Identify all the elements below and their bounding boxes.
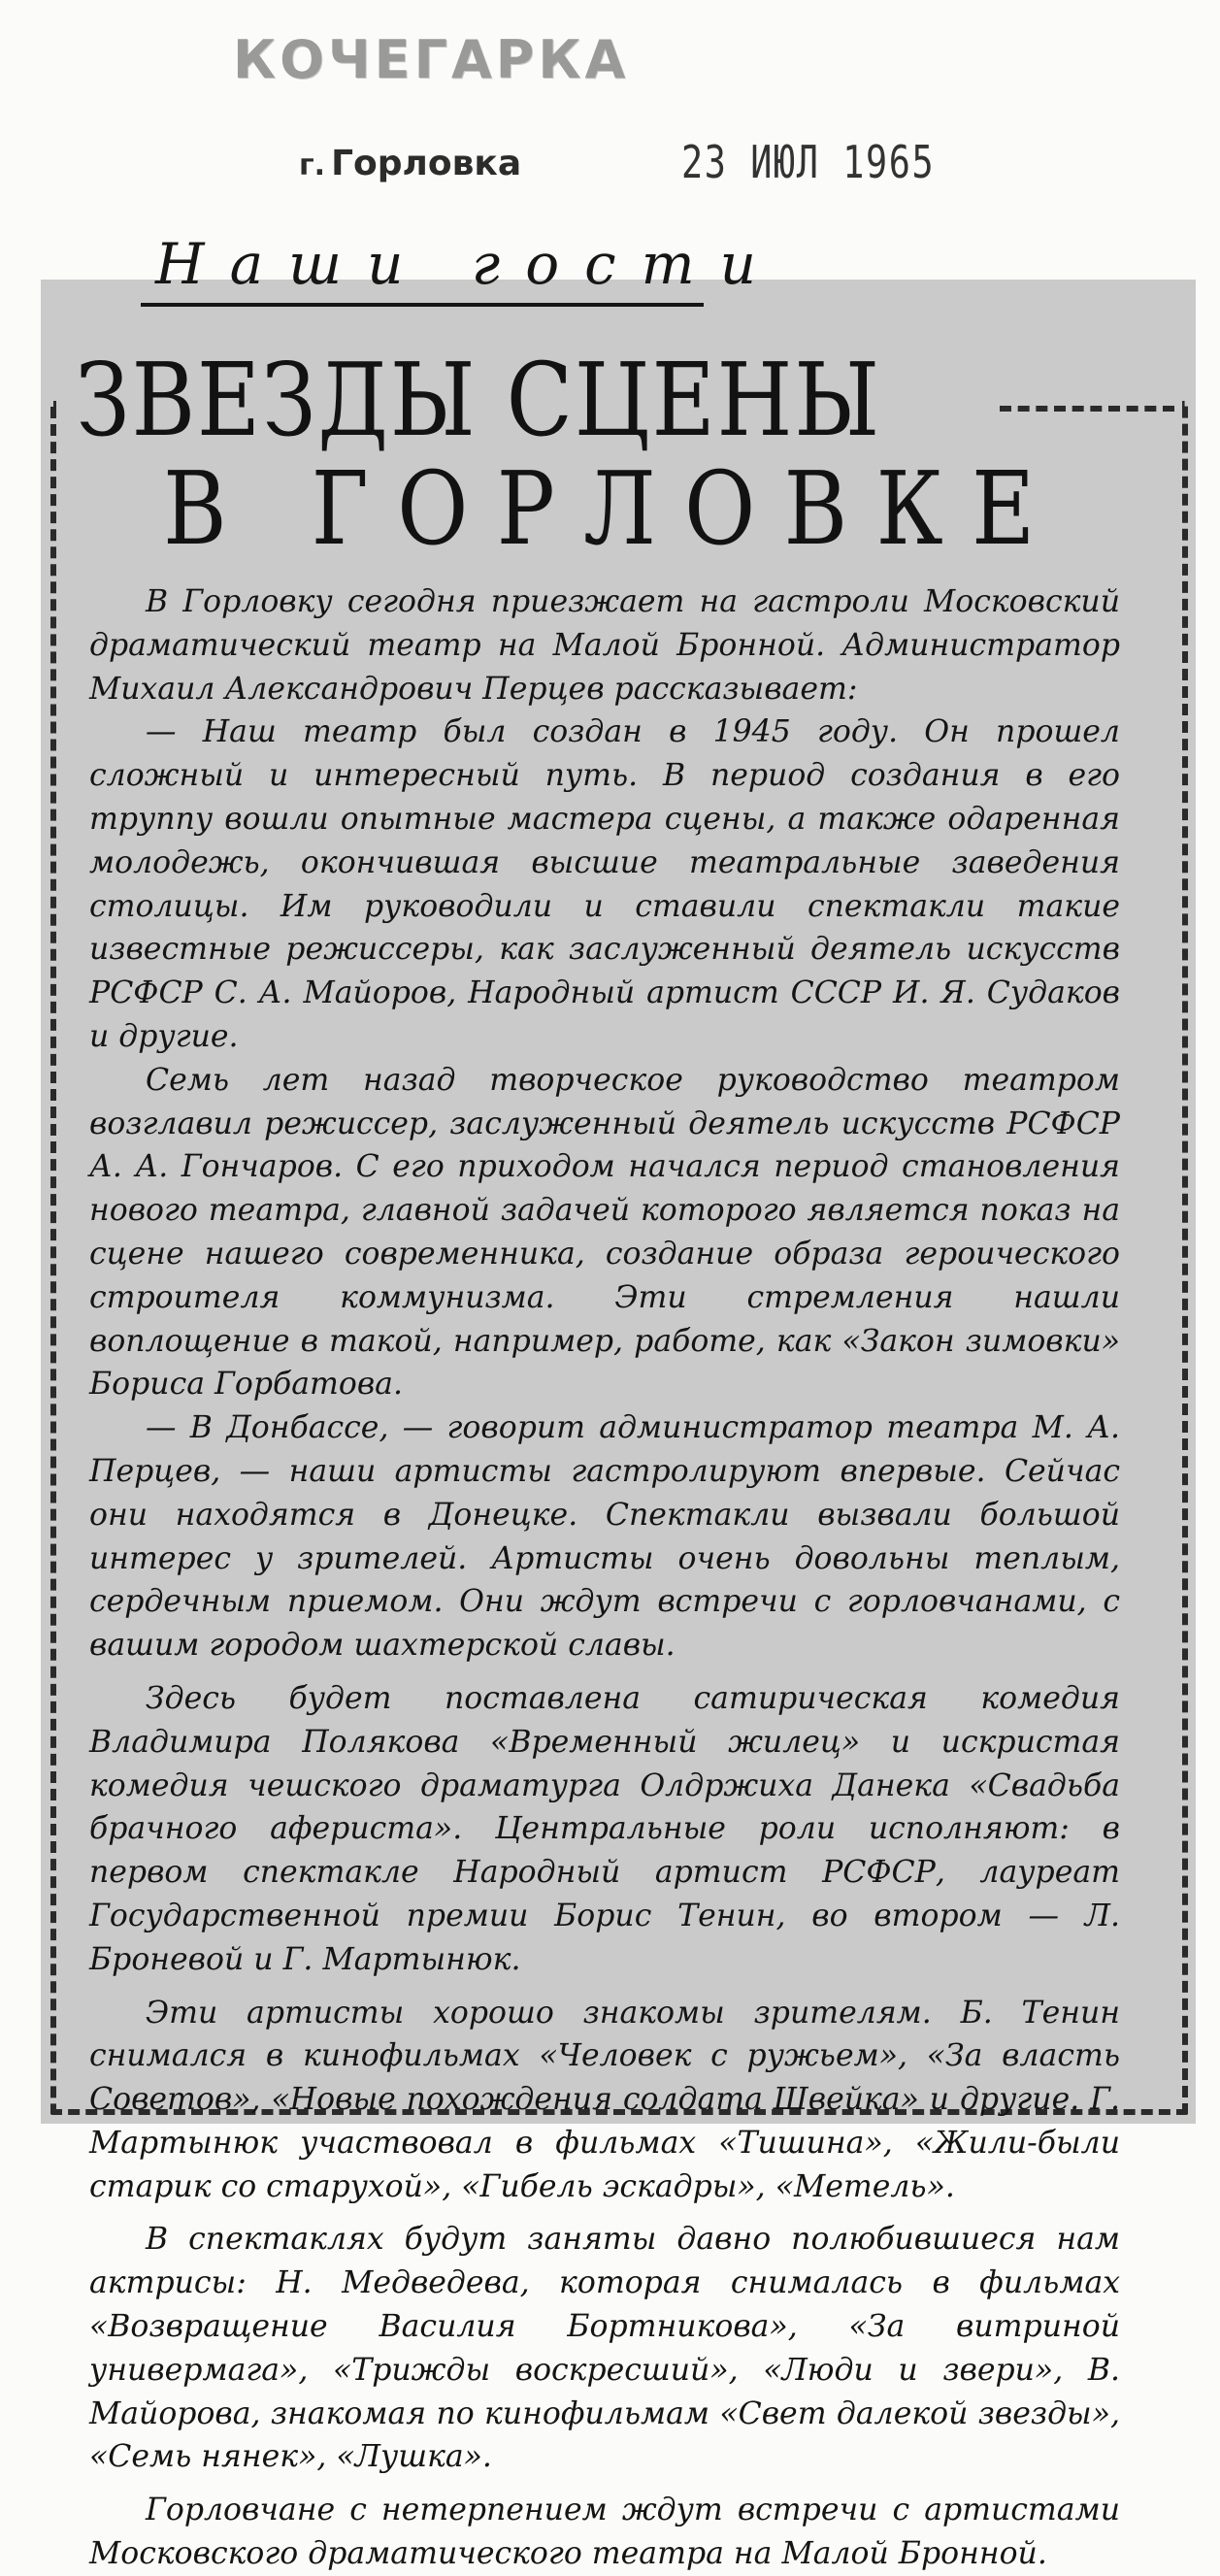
headline-line-1: ЗВЕЗДЫ СЦЕНЫ (76, 341, 881, 459)
article-paragraph: — В Донбассе, — говорит администратор театра М. А. Перцев, — наши артисты гастролируют впервые. Сейчас они находятся в Донецке. Спектакли вызвали большой интерес у зрителей. Артисты очень довольны теплым, сердечным приемом. Они ждут встречи с горловчанами, с вашим городом шахтерской славы. (89, 1410, 1120, 1664)
article-paragraph: Семь лет назад творческое руководство театром возглавил режиссер, заслуженный деятель искусств РСФСР А. А. Гончаров. С его приходом начался период становления нового театра, главной задачей которого является показ на сцене нашего современника, создание образа героического строителя коммунизма. Эти стремления нашли воплощение в такой, например, работе, как «Закон зимовки» Бориса Горбатова. (89, 1062, 1120, 1403)
article-paragraph: Здесь будет поставлена сатирическая комедия Владимира Полякова «Временный жилец» и искристая комедия чешского драматурга Олдржиха Данека «Свадьба брачного афериста». Центральные роли исполняют: в первом спектакле Народный артист РСФСР, лауреат Государственной премии Борис Тенин, во втором — Л. Броневой и Г. Мартынюк. (89, 1680, 1120, 1977)
article-body (89, 580, 1120, 2576)
headline-dashed-rule (1000, 406, 1174, 417)
newspaper-stamp (233, 29, 1009, 204)
city-mark: г. (299, 149, 326, 182)
article-paragraph: В спектаклях будут заняты давно полюбившиеся нам актрисы: Н. Медведева, которая снималась в фильмах «Возвращение Василия Бортникова», «За витриной универмага», «Трижды воскресший», «Люди и звери», В. Майорова, знакомая по кинофильмам «Свет далекой звезды», «Семь нянек», «Лушка». (89, 2222, 1120, 2475)
date-stamp: 23 ИЮЛ 1965 (681, 136, 936, 188)
newspaper-name: КОЧЕГАРКА (233, 29, 630, 90)
headline-line-2: В ГОРЛОВКЕ (163, 449, 1064, 568)
article-paragraph: В Горловку сегодня приезжает на гастроли Московский драматический театр на Малой Бронной. Администратор Михаил Александрович Перцев рассказывает: (89, 584, 1120, 707)
city-name: Горловка (331, 144, 522, 183)
article-paragraph: Горловчане с нетерпением ждут встречи с артистами Московского драматического театра на Малой Бронной. (89, 2493, 1120, 2572)
rubric-underline (141, 303, 704, 307)
article-paragraph: Эти артисты хорошо знакомы зрителям. Б. Тенин снимался в кинофильмах «Человек с ружьем», «За власть Советов», «Новые похождения солдата Швейка» и другие. Г. Мартынюк участвовал в фильмах «Тишина», «Жили-были старик со старухой», «Гибель эскадры», «Метель». (89, 1995, 1120, 2204)
rubric-heading: Наши гости (155, 231, 781, 297)
city-stamp (299, 144, 521, 183)
article-paragraph: — Наш театр был создан в 1945 году. Он прошел сложный и интересный путь. В период создания в его труппу вошли опытные мастера сцены, а также одаренная молодежь, окончившая высшие театральные заведения столицы. Им руководили и ставили спектакли такие известные режиссеры, как заслуженный деятель искусств РСФСР С. А. Майоров, Народный артист СССР И. Я. Судаков и другие. (89, 714, 1120, 1054)
